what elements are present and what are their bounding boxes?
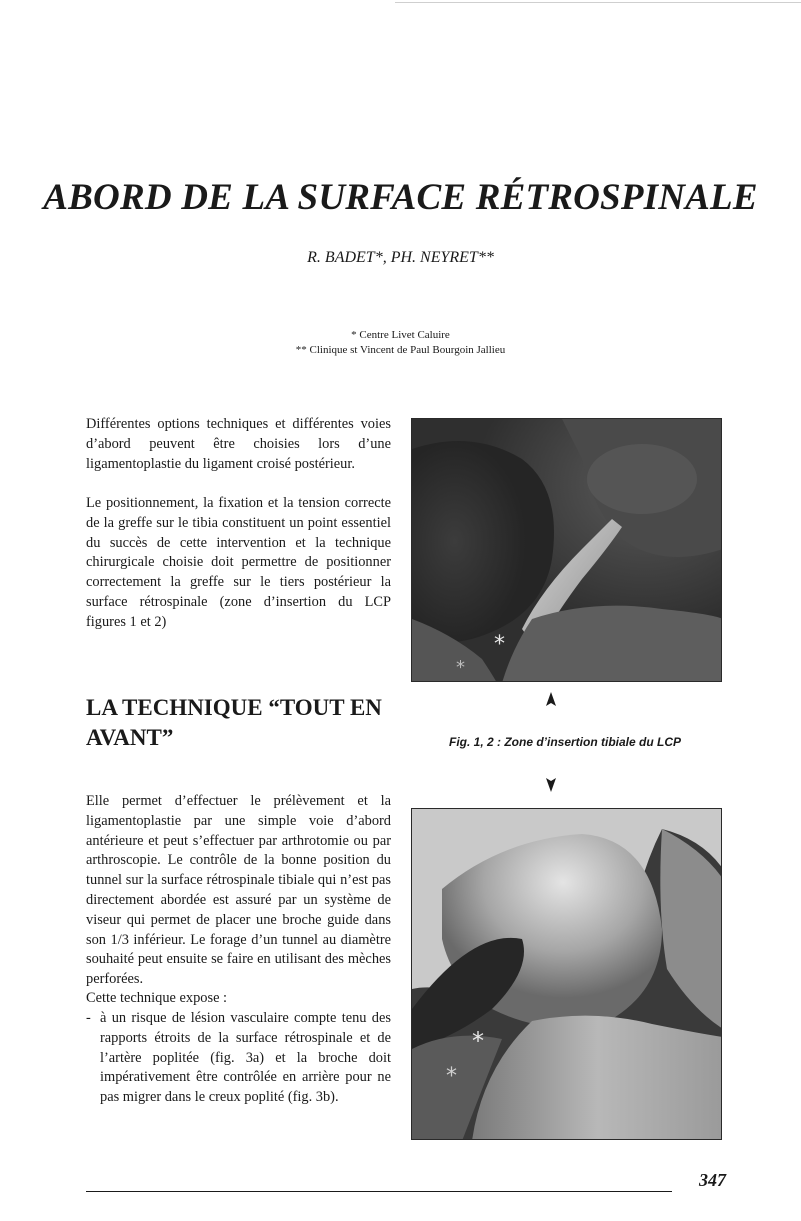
figure-2-image	[412, 809, 722, 1140]
footer-rule	[86, 1191, 672, 1192]
figure-1-marker-2: *	[456, 657, 465, 678]
paragraph-intro: Différentes options techniques et différentes voies d’abord peuvent être choisies lors d’une ligamentoplastie du ligament croisé postérieur.	[86, 416, 391, 472]
paragraph-positioning: Le positionnement, la fixation et la tension correcte de la greffe sur le tibia constituent un point essentiel du succès de cette intervention et la technique chirurgicale choisie doit permettre de positionner correctement la greffe sur le tiers postérieur la surface rétrospinale (zone d’insertion du LCP figures 1 et 2)	[86, 495, 391, 630]
authors: R. BADET*, PH. NEYRET**	[307, 249, 494, 266]
list-item	[86, 1009, 391, 1108]
figure-1-photo	[411, 418, 722, 682]
list-item-text: à un risque de lésion vasculaire compte tenu des rapports étroits de la surface rétrospinale et de l’artère poplitée (fig. 3a) et la broche doit impérativement être contrôlée en arrière pour ne pas migrer dans le creux poplité (fig. 3b).	[100, 1010, 391, 1106]
figure-2-marker: *	[472, 1027, 484, 1055]
arrow-up-icon	[545, 692, 557, 706]
figure-1-image	[412, 419, 722, 682]
affiliation-1: * Centre Livet Caluire	[351, 329, 450, 341]
section-heading: LA TECHNIQUE “TOUT EN AVANT”	[86, 695, 382, 750]
figure-2-xray	[411, 808, 722, 1140]
list-dash: -	[86, 1010, 91, 1026]
figure-caption: Fig. 1, 2 : Zone d’insertion tibiale du LCP	[448, 735, 681, 749]
article-title: ABORD DE LA SURFACE RÉTROSPINALE	[43, 177, 758, 218]
affiliation-2: ** Clinique st Vincent de Paul Bourgoin Jallieu	[295, 344, 506, 356]
figure-1-marker: *	[494, 632, 505, 657]
top-rule	[395, 2, 801, 3]
page-number: 347	[699, 1170, 726, 1190]
paragraph-technique: Elle permet d’effectuer le prélèvement et la ligamentoplastie par une simple voie d’abord antérieure et peut s’effectuer par arthrotomie ou par arthroscopie. Le contrôle de la bonne position du tunnel sur la surface rétrospinale tibiale qui n’est pas directement abordée est assuré par un système de viseur qui permet de placer une broche guide dans son 1/3 inférieur. Le forage d’un tunnel au diamètre souhaité peut ensuite se faire en utilisant des mèches perforées.	[86, 793, 391, 988]
figure-2-marker-2: *	[446, 1064, 457, 1089]
arrow-down-icon	[545, 778, 557, 792]
list-intro: Cette technique expose :	[86, 990, 228, 1006]
